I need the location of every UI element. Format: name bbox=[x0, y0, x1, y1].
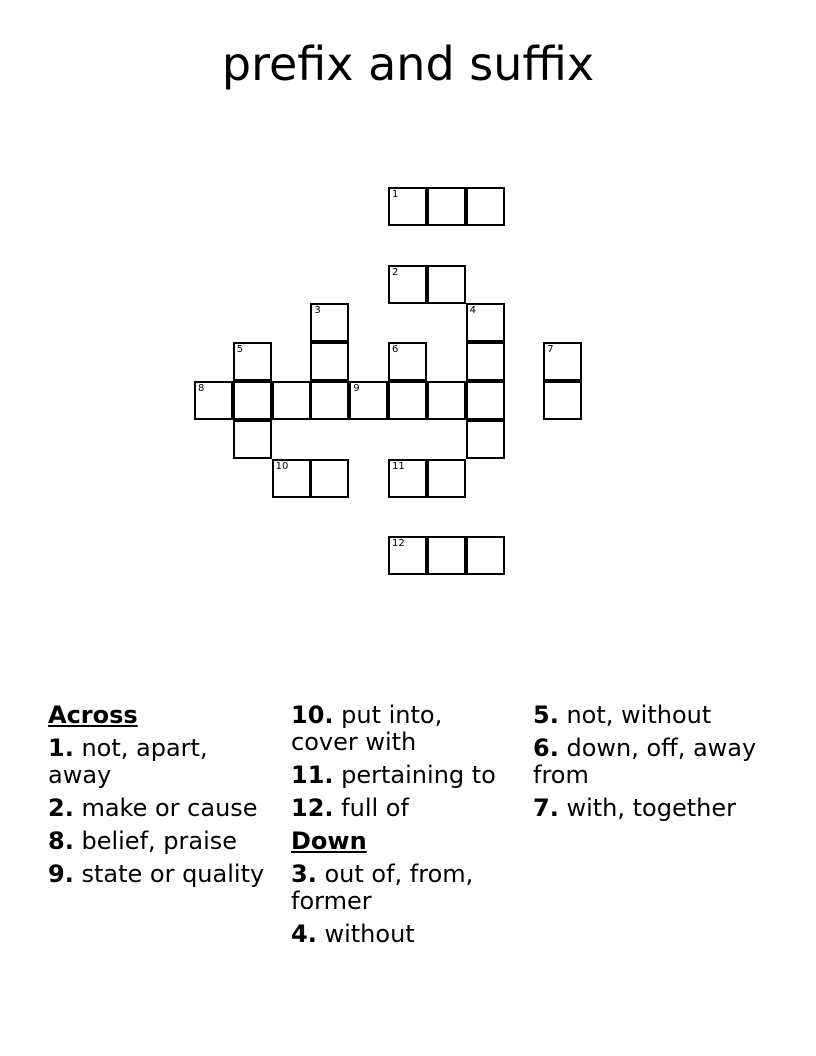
grid-cell[interactable] bbox=[427, 187, 466, 226]
clue-text: with, together bbox=[566, 794, 736, 822]
cell-number: 2 bbox=[392, 266, 399, 278]
grid-cell[interactable] bbox=[233, 342, 272, 381]
page-title: prefix and suffix bbox=[221, 37, 595, 91]
grid-cell[interactable] bbox=[427, 459, 466, 498]
clue-number: 7. bbox=[533, 794, 559, 822]
grid-cell[interactable] bbox=[388, 459, 427, 498]
grid-cell[interactable] bbox=[272, 381, 311, 420]
clue-text: out of, from, former bbox=[291, 860, 474, 915]
cell-number: 1 bbox=[392, 189, 399, 200]
clue-across-8 bbox=[48, 828, 273, 855]
clue-across-12 bbox=[291, 795, 516, 822]
clue-number: 8. bbox=[48, 827, 74, 855]
grid-cell[interactable] bbox=[233, 381, 272, 420]
clue-number: 5. bbox=[533, 701, 559, 729]
grid-cell[interactable] bbox=[272, 459, 311, 498]
grid-cell[interactable] bbox=[194, 381, 233, 420]
grid-cell[interactable] bbox=[388, 536, 427, 575]
across-heading: Across bbox=[48, 701, 138, 729]
clue-text: full of bbox=[341, 794, 409, 822]
clue-across-1 bbox=[48, 735, 273, 789]
clue-text: make or cause bbox=[81, 794, 258, 822]
clue-number: 4. bbox=[291, 920, 317, 948]
grid-cell[interactable] bbox=[310, 381, 349, 420]
clue-number: 2. bbox=[48, 794, 74, 822]
clue-number: 6. bbox=[533, 734, 559, 762]
clues-column-1 bbox=[48, 702, 273, 894]
grid-cell[interactable] bbox=[466, 342, 505, 381]
clue-text: put into, cover with bbox=[291, 701, 443, 756]
cell-number: 7 bbox=[547, 344, 554, 356]
clue-number: 3. bbox=[291, 860, 317, 888]
clue-text: not, without bbox=[566, 701, 712, 729]
clue-text: without bbox=[324, 920, 415, 948]
clue-number: 10. bbox=[291, 701, 334, 729]
clue-across-11 bbox=[291, 762, 516, 789]
grid-cell[interactable] bbox=[349, 381, 388, 420]
grid-cell[interactable] bbox=[466, 303, 505, 342]
grid-cell[interactable] bbox=[233, 420, 272, 459]
cell-number: 10 bbox=[275, 460, 289, 472]
cell-number: 9 bbox=[353, 383, 360, 394]
clue-text: state or quality bbox=[81, 860, 265, 888]
clue-text: pertaining to bbox=[341, 761, 496, 789]
grid-cell[interactable] bbox=[388, 381, 427, 420]
grid-cell[interactable] bbox=[466, 381, 505, 420]
grid-cell[interactable] bbox=[388, 265, 427, 304]
clue-text: not, apart, away bbox=[48, 734, 208, 789]
grid-cell[interactable] bbox=[427, 536, 466, 575]
clue-down-3 bbox=[291, 861, 516, 915]
grid-cell[interactable] bbox=[388, 187, 427, 226]
clues-column-3 bbox=[533, 702, 758, 828]
grid-cell[interactable] bbox=[310, 459, 349, 498]
cell-number: 8 bbox=[198, 383, 205, 394]
grid-cell[interactable] bbox=[310, 342, 349, 381]
clue-across-2 bbox=[48, 795, 273, 822]
clue-down-7 bbox=[533, 795, 758, 822]
cell-number: 3 bbox=[314, 305, 321, 317]
clues-column-2 bbox=[291, 702, 516, 954]
clue-number: 11. bbox=[291, 761, 334, 789]
cell-number: 6 bbox=[392, 344, 399, 356]
grid-cell[interactable] bbox=[310, 303, 349, 342]
cell-number: 5 bbox=[236, 344, 244, 356]
clue-text: down, off, away from bbox=[533, 734, 757, 789]
cell-number: 12 bbox=[392, 538, 405, 550]
cell-number: 4 bbox=[469, 305, 476, 317]
clue-down-5 bbox=[533, 702, 758, 729]
clue-down-4 bbox=[291, 921, 516, 948]
grid-cell[interactable] bbox=[466, 536, 505, 575]
clue-text: belief, praise bbox=[81, 827, 238, 855]
clue-number: 9. bbox=[48, 860, 74, 888]
grid-cell[interactable] bbox=[543, 342, 582, 381]
clue-number: 12. bbox=[291, 794, 334, 822]
down-heading: Down bbox=[291, 827, 367, 855]
cell-number: 11 bbox=[392, 460, 405, 472]
grid-cell[interactable] bbox=[466, 420, 505, 459]
clue-across-10 bbox=[291, 702, 516, 756]
clue-across-9 bbox=[48, 861, 273, 888]
grid-cell[interactable] bbox=[427, 381, 466, 420]
grid-cell[interactable] bbox=[543, 381, 582, 420]
clue-number: 1. bbox=[48, 734, 74, 762]
grid-cell[interactable] bbox=[466, 187, 505, 226]
clue-down-6 bbox=[533, 735, 758, 789]
grid-cell[interactable] bbox=[427, 265, 466, 304]
grid-cell[interactable] bbox=[388, 342, 427, 381]
